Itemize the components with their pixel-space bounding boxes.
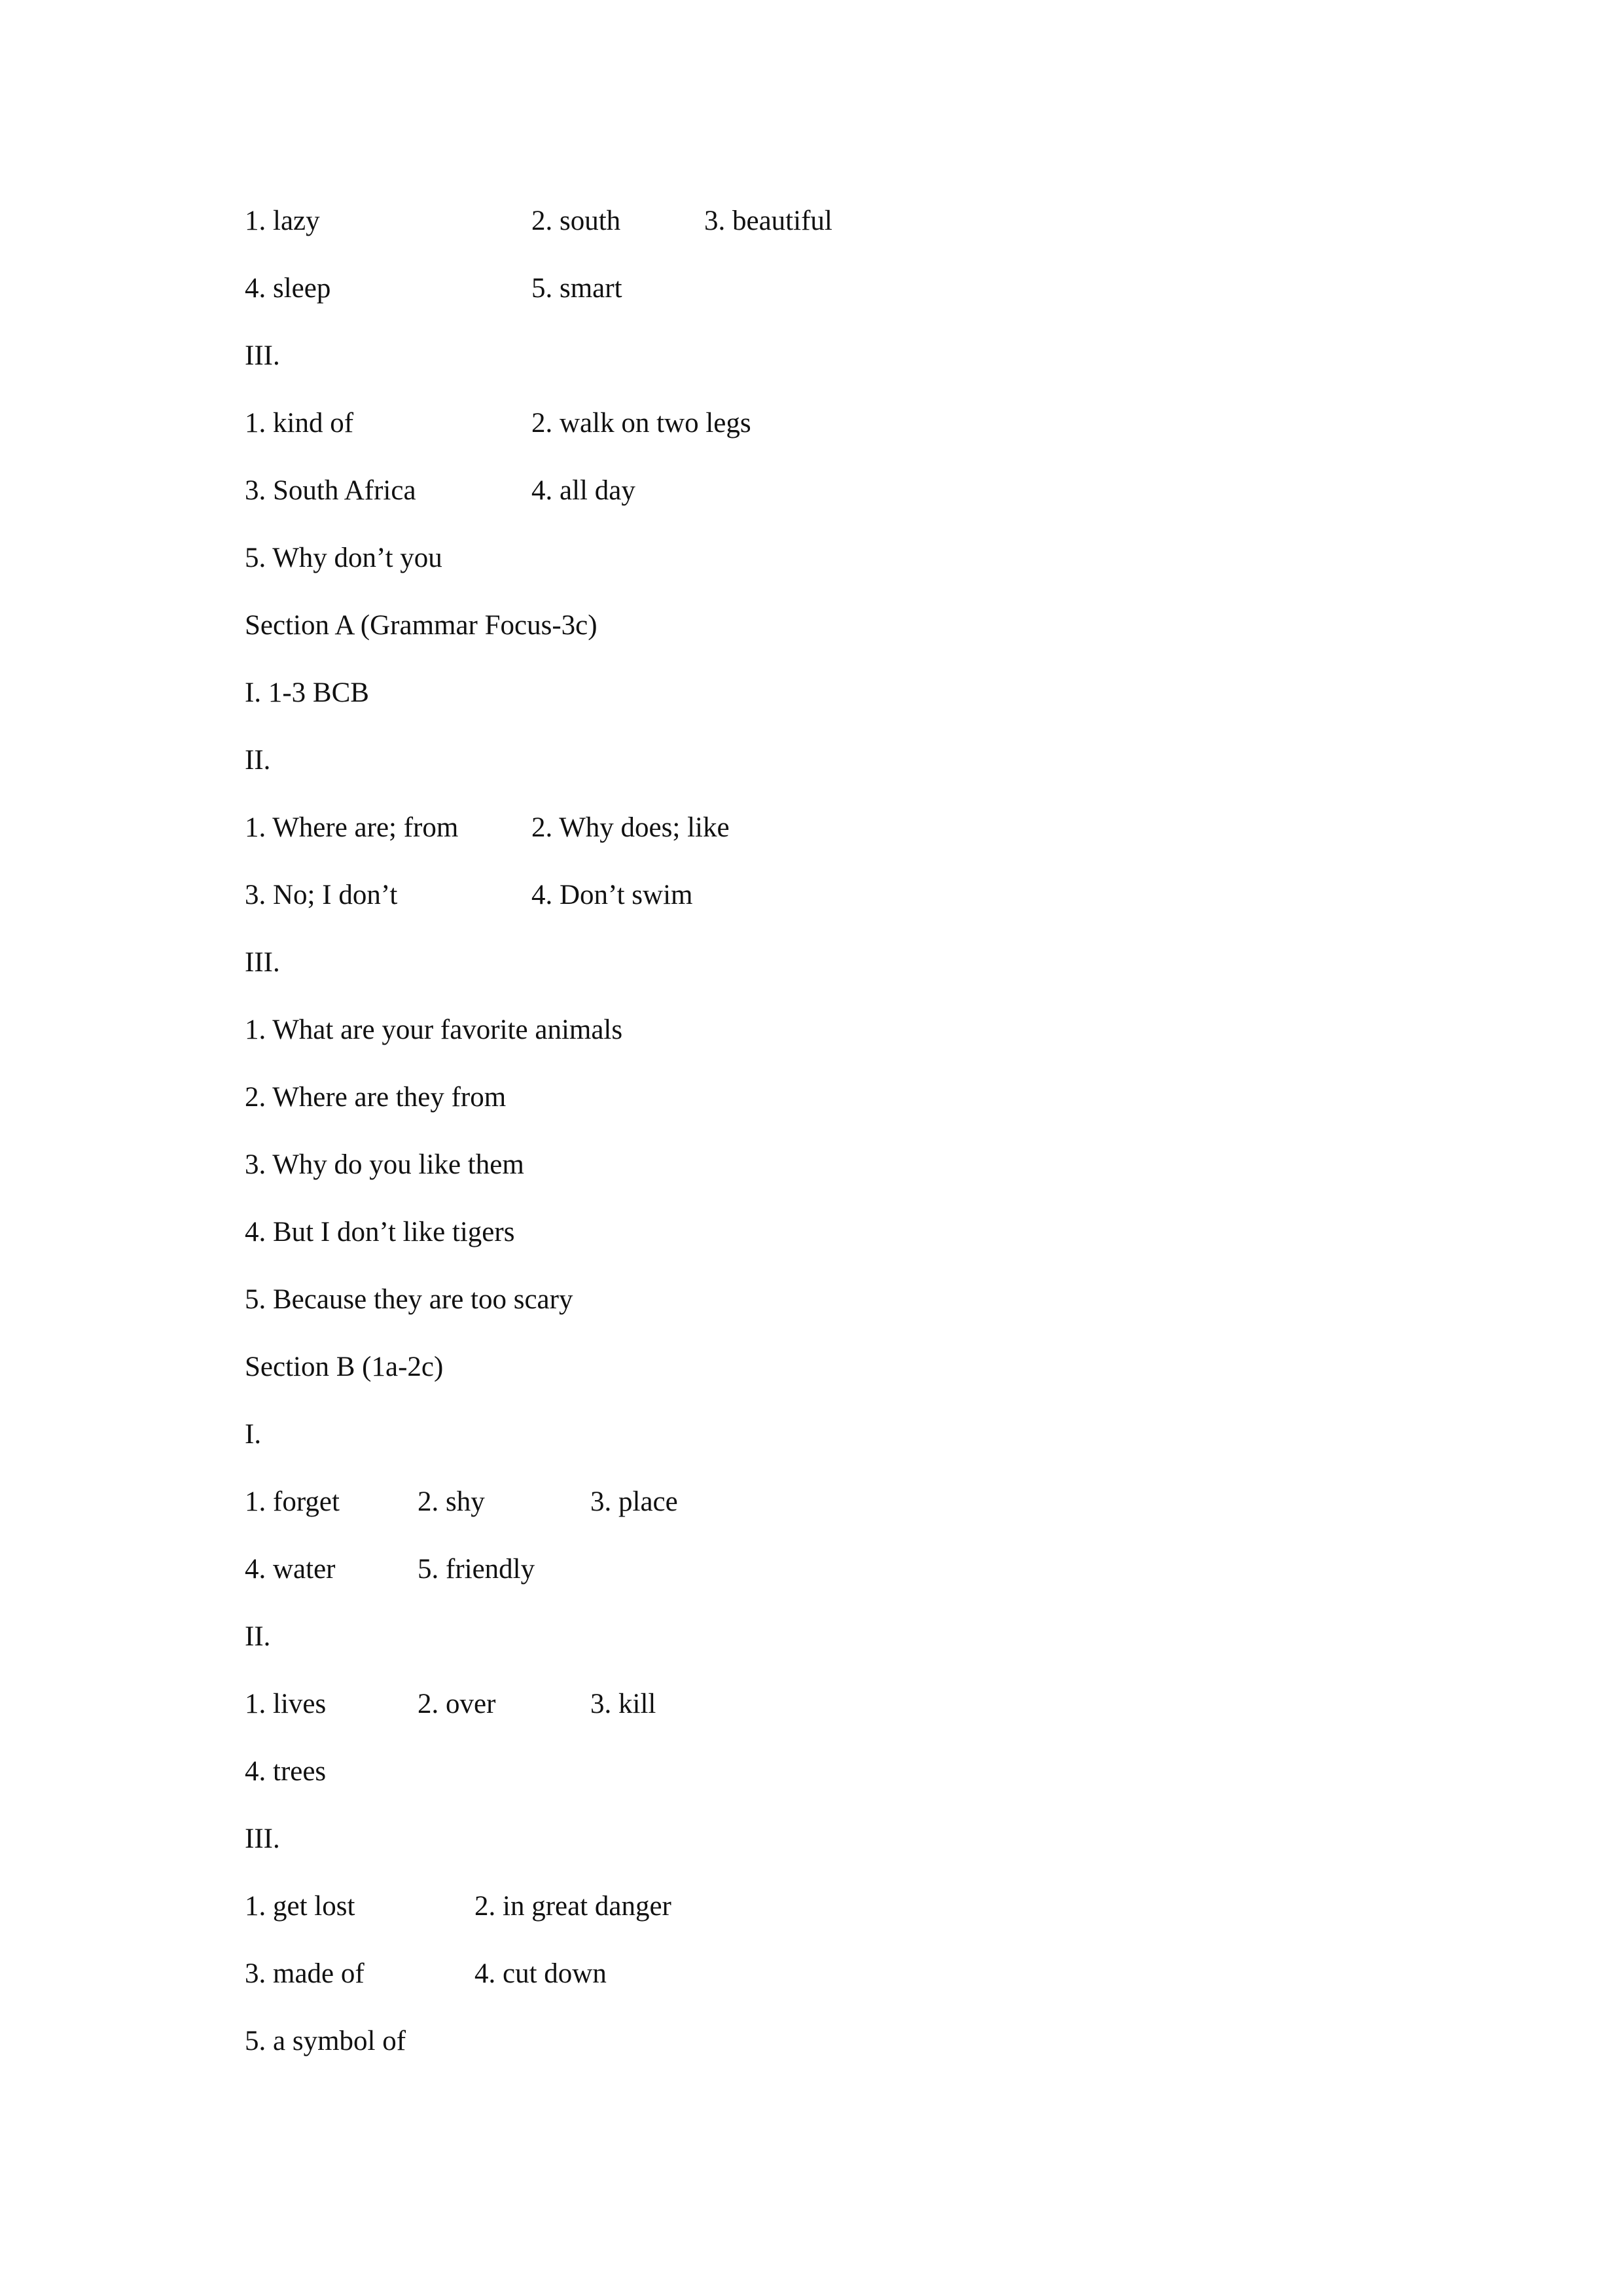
answer-item: 1. lives: [245, 1689, 327, 1719]
answer-row: 3. Why do you like them: [245, 1149, 524, 1180]
answer-item: 3. South Africa: [245, 475, 416, 506]
answer-item: 1. get lost: [245, 1891, 355, 1922]
answer-item: 4. Don’t swim: [531, 880, 693, 910]
answer-row: 4. trees: [245, 1756, 327, 1787]
answer-item: 1. Where are; from: [245, 812, 459, 843]
answer-item: 5. friendly: [418, 1554, 535, 1585]
answer-row: 4. But I don’t like tigers: [245, 1217, 515, 1247]
answer-item: 3. No; I don’t: [245, 880, 398, 910]
answer-item: 4. all day: [531, 475, 635, 506]
answer-item: 4. water: [245, 1554, 336, 1585]
answer-row: 5. Because they are too scary: [245, 1284, 573, 1315]
answer-item: 1. lazy: [245, 206, 320, 236]
part-heading: II.: [245, 745, 271, 776]
section-title: Section A (Grammar Focus-3c): [245, 610, 597, 641]
answer-row: 1. What are your favorite animals: [245, 1014, 623, 1045]
part-heading: I.: [245, 1419, 262, 1450]
answer-item: 2. shy: [418, 1486, 485, 1517]
answer-item: 4. cut down: [474, 1958, 607, 1989]
answer-item: 5. smart: [531, 273, 622, 304]
answer-item: 1. forget: [245, 1486, 340, 1517]
answer-row: 5. Why don’t you: [245, 543, 442, 573]
answer-item: 3. beautiful: [704, 206, 832, 236]
answer-item: 3. made of: [245, 1958, 365, 1989]
answer-item: 4. sleep: [245, 273, 331, 304]
part-heading: III.: [245, 1823, 280, 1854]
answer-item: 2. in great danger: [474, 1891, 671, 1922]
answer-item: 3. place: [590, 1486, 678, 1517]
answer-item: 3. kill: [590, 1689, 656, 1719]
answer-row: I. 1-3 BCB: [245, 677, 369, 708]
section-title: Section B (1a-2c): [245, 1352, 444, 1382]
part-heading: III.: [245, 947, 280, 978]
answer-item: 2. walk on two legs: [531, 408, 751, 439]
answer-item: 2. over: [418, 1689, 496, 1719]
answer-item: 2. south: [531, 206, 621, 236]
answer-row: 2. Where are they from: [245, 1082, 507, 1113]
answer-row: 5. a symbol of: [245, 2026, 406, 2056]
answer-item: 1. kind of: [245, 408, 354, 439]
part-heading: III.: [245, 340, 280, 371]
part-heading: II.: [245, 1621, 271, 1652]
answer-item: 2. Why does; like: [531, 812, 730, 843]
